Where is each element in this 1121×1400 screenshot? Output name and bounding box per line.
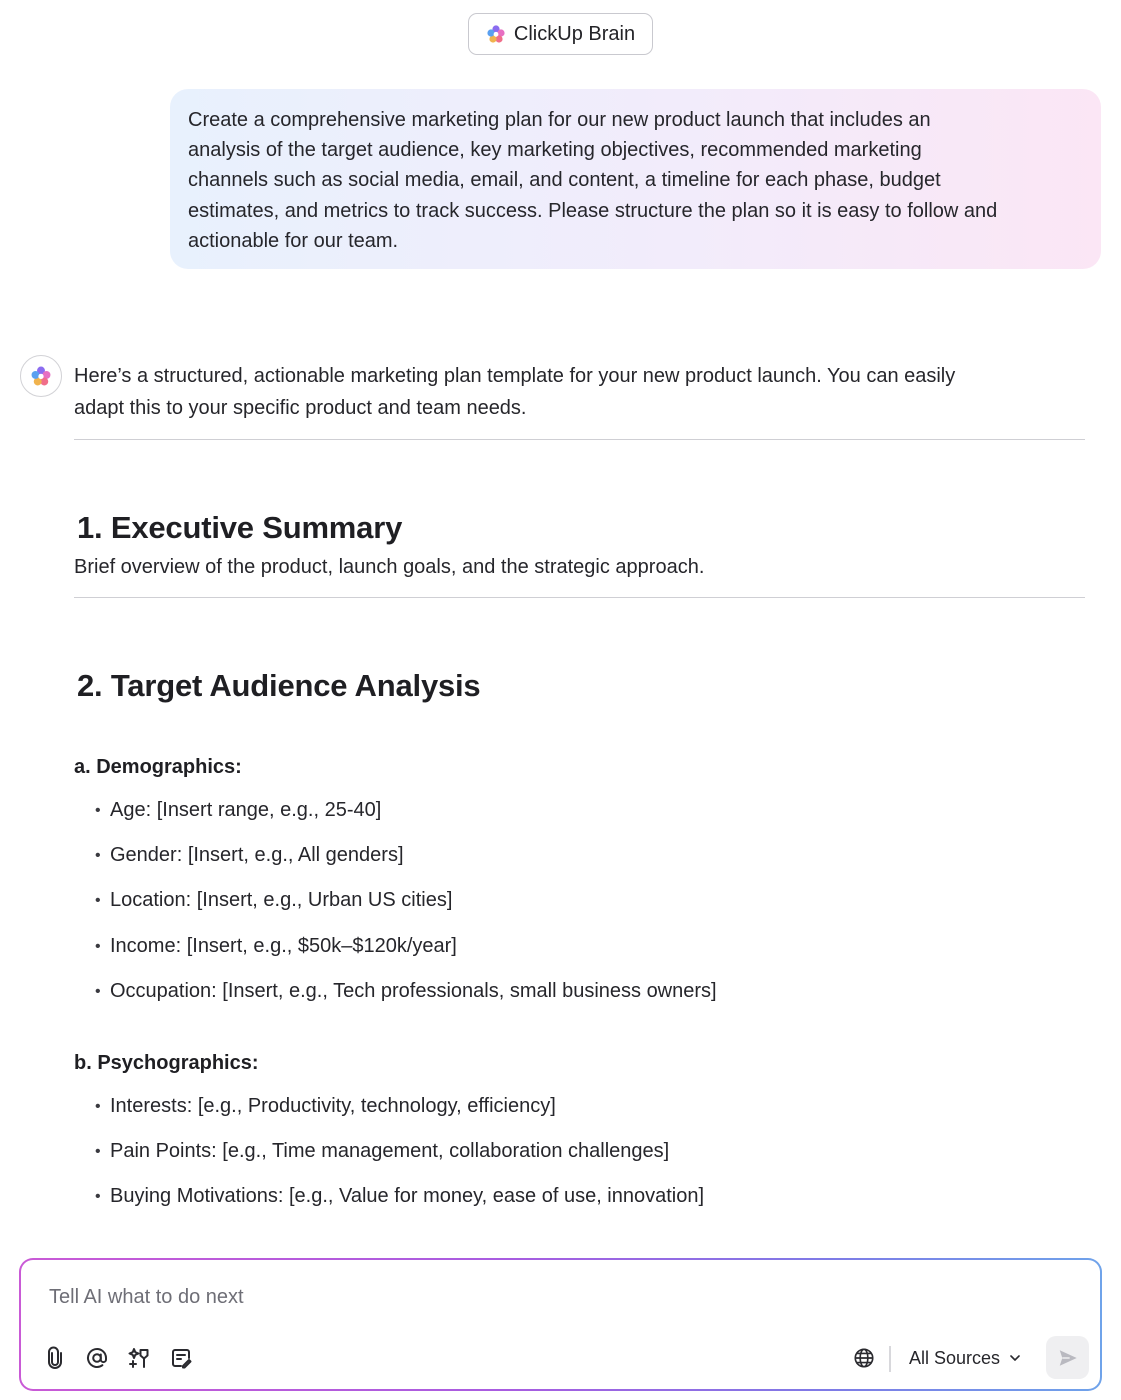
subsection-heading-demographics: a. Demographics: bbox=[74, 756, 242, 778]
sources-label: All Sources bbox=[909, 1347, 1001, 1368]
bullet-icon: • bbox=[95, 1097, 101, 1115]
list-item: • Interests: [e.g., Productivity, technology, efficiency] bbox=[74, 1095, 1085, 1140]
section-heading-executive-summary: 1. Executive Summary bbox=[77, 510, 403, 545]
divider bbox=[74, 439, 1085, 440]
user-message-line: channels such as social media, email, and content, a timeline for each phase, budget bbox=[188, 169, 941, 192]
subsection-heading-psychographics: b. Psychographics: bbox=[74, 1051, 259, 1074]
intro-line: Here’s a structured, actionable marketing plan template for your new product launch. You can easily bbox=[74, 365, 956, 387]
send-button[interactable] bbox=[1046, 1336, 1089, 1379]
toolbar-separator bbox=[889, 1346, 891, 1372]
bullet-icon: • bbox=[95, 937, 101, 955]
bullet-icon: • bbox=[95, 802, 101, 819]
bullet-icon: • bbox=[95, 1143, 101, 1161]
globe-icon bbox=[853, 1347, 875, 1369]
user-message-line: analysis of the target audience, key marketing objectives, recommended marketing bbox=[188, 139, 922, 162]
divider bbox=[74, 597, 1085, 598]
list-item: • Income: [Insert, e.g., $50k–$120k/year] bbox=[74, 935, 1085, 980]
sources-dropdown[interactable] bbox=[909, 1344, 1022, 1372]
user-message-line: Create a comprehensive marketing plan for our new product launch that includes an bbox=[188, 109, 931, 131]
clickup-brain-header[interactable] bbox=[468, 13, 653, 55]
list-item: • Pain Points: [e.g., Time management, collaboration challenges] bbox=[74, 1140, 1085, 1185]
user-message-line: estimates, and metrics to track success. Please structure the plan so it is easy to follow and bbox=[188, 199, 998, 222]
list-item: • Gender: [Insert, e.g., All genders] bbox=[74, 844, 1085, 889]
ai-avatar bbox=[20, 355, 62, 397]
list-item: • Buying Motivations: [e.g., Value for money, ease of use, innovation] bbox=[74, 1185, 1085, 1230]
clickup-brain-flower-icon bbox=[486, 24, 506, 44]
chevron-down-icon bbox=[1008, 1351, 1022, 1365]
header-title: ClickUp Brain bbox=[513, 22, 636, 45]
response-intro bbox=[74, 361, 1085, 424]
bullet-icon: • bbox=[95, 847, 101, 865]
user-message-bubble bbox=[170, 89, 1101, 269]
bullet-icon: • bbox=[95, 1188, 101, 1206]
at-sign-icon bbox=[85, 1346, 109, 1370]
clickup-brain-flower-icon bbox=[30, 365, 52, 387]
user-message-line: actionable for our team. bbox=[188, 229, 399, 252]
prompt-input[interactable] bbox=[49, 1282, 949, 1312]
psychographics-list bbox=[74, 1095, 1085, 1231]
composer-body bbox=[21, 1260, 1100, 1389]
executive-summary-body: Brief overview of the product, launch goals, and the strategic approach. bbox=[74, 556, 705, 578]
ai-tools-button[interactable] bbox=[125, 1344, 153, 1372]
list-item: • Location: [Insert, e.g., Urban US cities] bbox=[74, 889, 1085, 934]
list-item: • Occupation: [Insert, e.g., Tech professionals, small business owners] bbox=[74, 980, 1085, 1025]
note-template-icon bbox=[169, 1346, 193, 1370]
section-heading-target-audience: 2. Target Audience Analysis bbox=[77, 668, 481, 703]
bullet-icon: • bbox=[95, 892, 101, 910]
demographics-list bbox=[74, 799, 1085, 1025]
intro-line: adapt this to your specific product and team needs. bbox=[74, 396, 527, 419]
mention-button[interactable] bbox=[83, 1344, 111, 1372]
sparkle-tools-icon bbox=[127, 1346, 151, 1370]
web-search-button[interactable] bbox=[850, 1344, 878, 1372]
list-item: • Age: [Insert range, e.g., 25-40] bbox=[74, 799, 1085, 844]
attach-button[interactable] bbox=[41, 1344, 69, 1372]
send-icon bbox=[1057, 1347, 1079, 1369]
bullet-icon: • bbox=[95, 982, 101, 1000]
paperclip-icon bbox=[43, 1346, 67, 1370]
ai-response bbox=[74, 361, 1085, 1231]
ai-composer bbox=[19, 1258, 1102, 1391]
templates-button[interactable] bbox=[167, 1344, 195, 1372]
